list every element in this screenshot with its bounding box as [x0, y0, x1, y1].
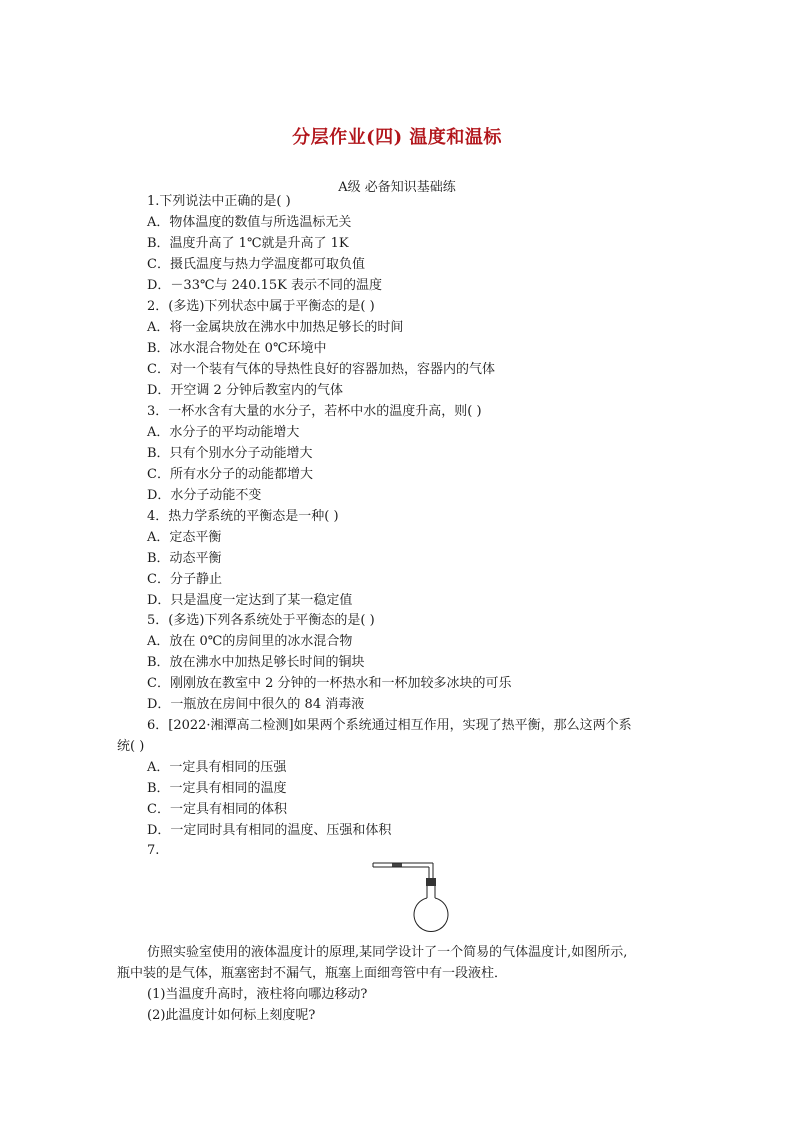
question-7-sub-2: (2)此温度计如何标上刻度呢?: [147, 1008, 316, 1023]
question-1-stem: 1.下列说法中正确的是( ): [147, 194, 291, 209]
question-3-option-c: C．所有水分子的动能都增大: [147, 467, 313, 482]
question-2-option-b: B．冰水混合物处在 0℃环境中: [147, 341, 327, 356]
question-7-number: 7.: [147, 843, 160, 858]
question-4-stem: 4．热力学系统的平衡态是一种( ): [147, 509, 339, 524]
question-3-option-a: A．水分子的平均动能增大: [147, 425, 300, 440]
question-3-stem: 3．一杯水含有大量的水分子，若杯中水的温度升高，则( ): [147, 404, 482, 419]
question-5-option-c: C．刚刚放在教室中 2 分钟的一杯热水和一杯加较多冰块的可乐: [147, 676, 512, 691]
question-1-option-a: A．物体温度的数值与所选温标无关: [147, 215, 352, 230]
question-3-option-d: D．水分子动能不变: [147, 488, 262, 503]
question-2-stem: 2．(多选)下列状态中属于平衡态的是( ): [147, 299, 375, 314]
question-5-stem: 5．(多选)下列各系统处于平衡态的是( ): [147, 613, 375, 628]
question-1-option-c: C．摄氏温度与热力学温度都可取负值: [147, 257, 365, 272]
question-6-stem: 6．[2022·湘潭高二检测]如果两个系统通过相互作用，实现了热平衡，那么这两个系: [147, 718, 632, 733]
question-1-option-d: D．－33℃与 240.15K 表示不同的温度: [147, 278, 382, 293]
question-6-stem-continued: 统( ): [117, 739, 145, 754]
question-4-option-c: C．分子静止: [147, 572, 222, 587]
question-7-text-line-1: 仿照实验室使用的液体温度计的原理,某同学设计了一个简易的气体温度计,如图所示,: [147, 945, 628, 960]
question-4-option-d: D．只是温度一定达到了某一稳定值: [147, 593, 353, 608]
question-7-sub-1: (1)当温度升高时，液柱将向哪边移动?: [147, 987, 368, 1002]
question-6-option-d: D．一定同时具有相同的温度、压强和体积: [147, 823, 392, 838]
stopper-icon: [426, 878, 436, 886]
flask-icon: [414, 886, 448, 932]
question-1-option-b: B．温度升高了 1℃就是升高了 1K: [147, 236, 349, 251]
question-5-option-a: A．放在 0℃的房间里的冰水混合物: [147, 634, 353, 649]
question-2-option-c: C．对一个装有气体的导热性良好的容器加热，容器内的气体: [147, 362, 495, 377]
question-3-option-b: B．只有个别水分子动能增大: [147, 446, 313, 461]
liquid-column-icon: [392, 864, 402, 867]
section-heading: A级 必备知识基础练: [338, 180, 456, 195]
question-7-text-line-2: 瓶中装的是气体，瓶塞密封不漏气，瓶塞上面细弯管中有一段液柱．: [117, 966, 508, 981]
bent-tube-icon: [373, 863, 433, 883]
question-4-option-b: B．动态平衡: [147, 551, 222, 566]
page-title: 分层作业(四) 温度和温标: [292, 127, 502, 148]
question-6-option-c: C．一定具有相同的体积: [147, 802, 287, 817]
question-2-option-d: D．开空调 2 分钟后教室内的气体: [147, 383, 343, 398]
question-6-option-a: A．一定具有相同的压强: [147, 760, 287, 775]
question-4-option-a: A．定态平衡: [147, 530, 222, 545]
gas-thermometer-figure: [370, 858, 455, 938]
question-5-option-b: B．放在沸水中加热足够长时间的铜块: [147, 655, 365, 670]
question-6-option-b: B．一定具有相同的温度: [147, 781, 287, 796]
question-2-option-a: A．将一金属块放在沸水中加热足够长的时间: [147, 320, 404, 335]
question-5-option-d: D．一瓶放在房间中很久的 84 消毒液: [147, 697, 365, 712]
